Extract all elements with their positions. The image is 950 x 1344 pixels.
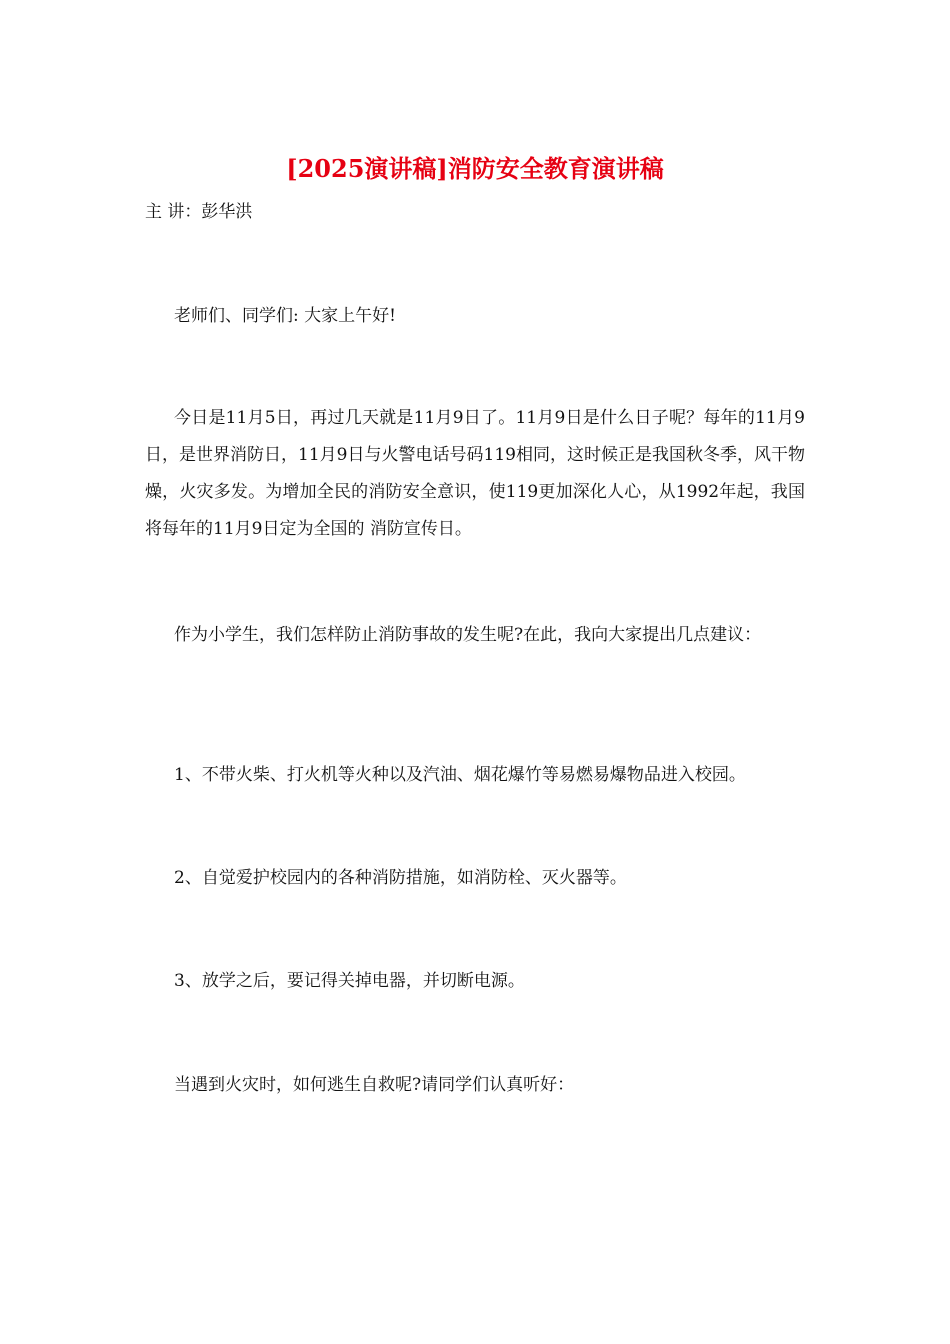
greeting-paragraph: 老师们、同学们: 大家上午好! bbox=[174, 306, 396, 326]
suggestion-item-3: 3、放学之后，要记得关掉电器，并切断电源。 bbox=[174, 971, 525, 991]
document-title: [2025演讲稿]消防安全教育演讲稿 bbox=[286, 154, 664, 183]
escape-paragraph: 当遇到火灾时，如何逃生自救呢?请同学们认真听好： bbox=[174, 1075, 575, 1095]
suggestion-item-1: 1、不带火柴、打火机等火种以及汽油、烟花爆竹等易燃易爆物品进入校园。 bbox=[174, 765, 746, 785]
suggestion-item-2: 2、自觉爱护校园内的各种消防措施，如消防栓、灭火器等。 bbox=[174, 868, 627, 888]
speaker-line: 主 讲：彭华洪 bbox=[145, 202, 253, 222]
question-paragraph: 作为小学生，我们怎样防止消防事故的发生呢?在此，我向大家提出几点建议： bbox=[174, 625, 762, 645]
intro-paragraph: 今日是11月5日，再过几天就是11月9日了。11月9日是什么日子呢？每年的11月9日，是世界消防日，11月9日与火警电话号码119相同，这时候正是我国秋冬季，风干物燥，火灾多发。为增加全民的消防安全意识，使119更加深化人心，从1992年起，我国将每年的11月9日定为全国的 消防宣传日。 bbox=[145, 408, 805, 539]
